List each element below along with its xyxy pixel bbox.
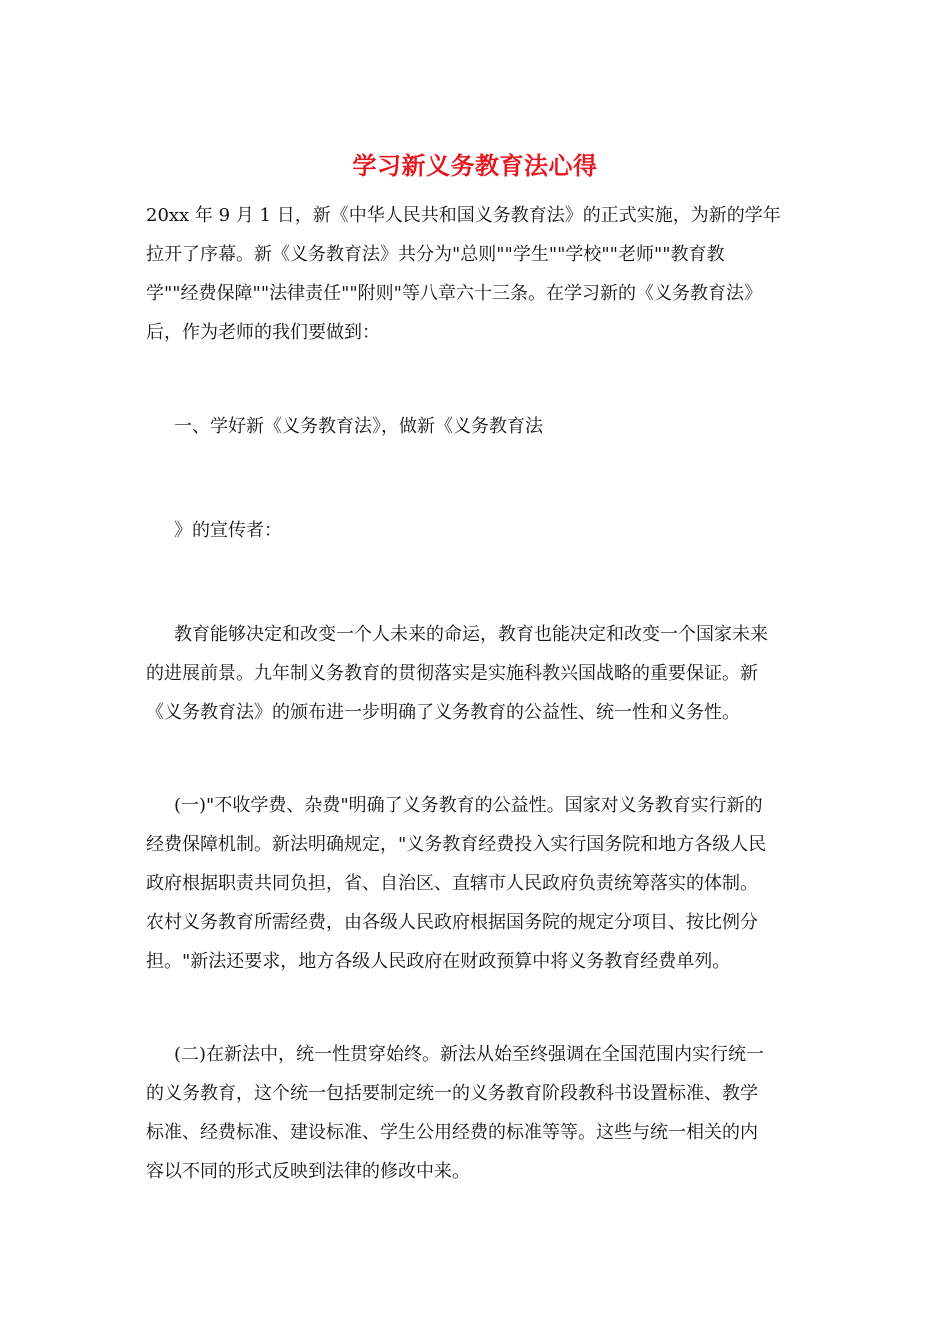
paragraph-line: 》的宣传者： [174,520,282,541]
paragraph-line: 拉开了序幕。新《义务教育法》共分为"总则""学生""学校""老师""教育教 [146,244,725,265]
paragraph-line: 担。"新法还要求，地方各级人民政府在财政预算中将义务教育经费单列。 [146,951,731,972]
section-heading-one [146,407,808,446]
paragraph-line: 政府根据职责共同负担，省、自治区、直辖市人民政府负责统筹落实的体制。 [146,873,758,894]
point-two-paragraph [146,1035,808,1191]
paragraph-line: (二)在新法中，统一性贯穿始终。新法从始至终强调在全国范围内实行统一 [174,1044,765,1065]
education-paragraph [146,615,808,732]
paragraph-line: 标准、经费标准、建设标准、学生公用经费的标准等等。这些与统一相关的内 [146,1122,758,1143]
paragraph-line: 经费保障机制。新法明确规定，"义务教育经费投入实行国务院和地方各级人民 [146,834,767,855]
paragraph-line: 的进展前景。九年制义务教育的贯彻落实是实施科教兴国战略的重要保证。新 [146,663,758,684]
point-one-paragraph [146,786,808,981]
paragraph-line: 容以不同的形式反映到法律的修改中来。 [146,1161,470,1182]
paragraph-line: 20xx 年 9 月 1 日，新《中华人民共和国义务教育法》的正式实施，为新的学年 [146,205,781,226]
paragraph-line: 《义务教育法》的颁布进一步明确了义务教育的公益性、统一性和义务性。 [146,702,740,723]
paragraph-line: 学""经费保障""法律责任""附则"等八章六十三条。在学习新的《义务教育法》 [146,283,762,304]
paragraph-line: 一、学好新《义务教育法》，做新《义务教育法 [174,416,543,437]
section-heading-one-continued [146,511,808,550]
paragraph-line: 农村义务教育所需经费，由各级人民政府根据国务院的规定分项目、按比例分 [146,912,758,933]
paragraph-line: 教育能够决定和改变一个人未来的命运，教育也能决定和改变一个国家未来 [174,624,768,645]
document-title: 学习新义务教育法心得 [352,151,598,180]
paragraph-line: (一)"不收学费、杂费"明确了义务教育的公益性。国家对义务教育实行新的 [174,795,763,816]
paragraph-line: 后，作为老师的我们要做到： [146,322,380,343]
paragraph-line: 的义务教育，这个统一包括要制定统一的义务教育阶段教科书设置标准、教学 [146,1083,758,1104]
intro-paragraph [146,196,808,352]
